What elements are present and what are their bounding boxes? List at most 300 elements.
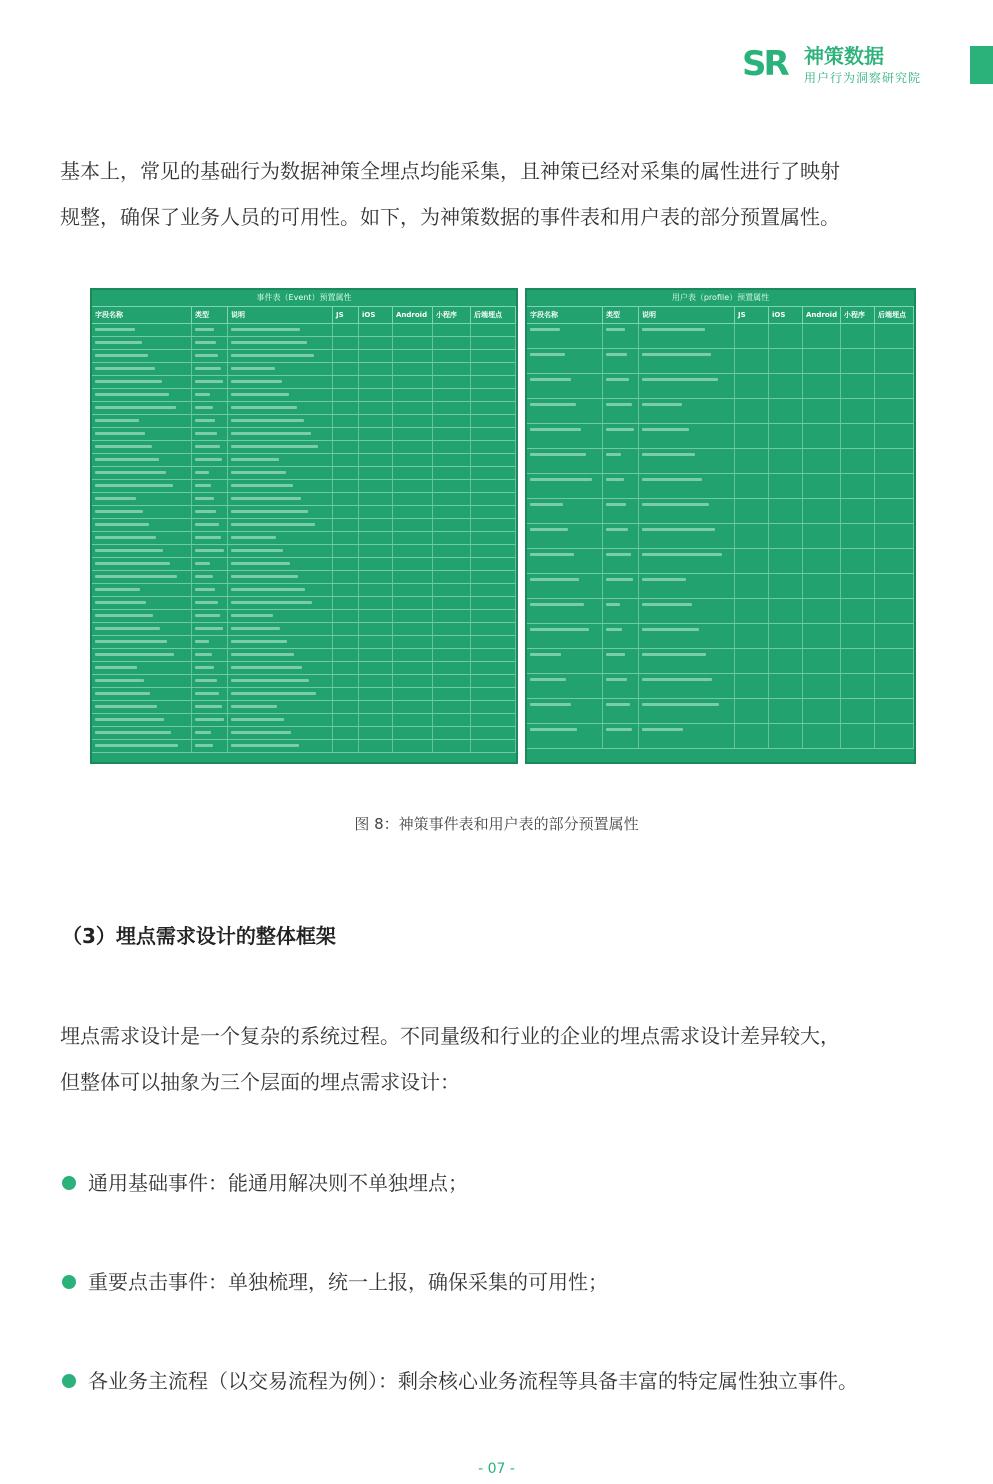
table-cell xyxy=(875,649,914,673)
section-paragraph xyxy=(60,1013,940,1105)
table-cell xyxy=(192,389,228,401)
table-cell xyxy=(192,701,228,713)
table-cell xyxy=(433,532,471,544)
table-cell xyxy=(92,337,192,349)
table-cell xyxy=(735,449,769,473)
table-cell xyxy=(603,324,639,348)
table-cell xyxy=(192,610,228,622)
table-cell xyxy=(333,571,359,583)
table-row xyxy=(527,699,914,724)
table-cell xyxy=(769,599,803,623)
event-table-image xyxy=(90,288,518,764)
table-cell xyxy=(333,428,359,440)
table-cell xyxy=(875,374,914,398)
logo-subtitle: 用户行为洞察研究院 xyxy=(804,71,922,85)
table-cell xyxy=(192,480,228,492)
table-row xyxy=(92,571,516,584)
table-cell xyxy=(639,449,735,473)
table-cell xyxy=(393,480,433,492)
table-cell xyxy=(192,402,228,414)
table-cell xyxy=(471,324,516,336)
table-cell xyxy=(471,727,516,739)
table-cell xyxy=(527,624,603,648)
table-cell xyxy=(803,474,841,498)
table-cell xyxy=(228,350,333,362)
table-cell xyxy=(527,524,603,548)
table-cell xyxy=(471,441,516,453)
table-row xyxy=(92,428,516,441)
table-cell xyxy=(359,480,393,492)
table-cell xyxy=(393,350,433,362)
table-row xyxy=(527,399,914,424)
table-cell xyxy=(333,402,359,414)
table-cell xyxy=(527,424,603,448)
table-cell xyxy=(603,374,639,398)
table-cell xyxy=(433,376,471,388)
table-cell xyxy=(92,662,192,674)
table-cell xyxy=(639,649,735,673)
table-cell xyxy=(393,363,433,375)
table-cell xyxy=(192,441,228,453)
table-cell xyxy=(228,558,333,570)
table-cell xyxy=(393,714,433,726)
table-cell xyxy=(527,699,603,723)
table-cell xyxy=(228,480,333,492)
table-cell xyxy=(359,597,393,609)
table-cell xyxy=(359,441,393,453)
table-cell xyxy=(228,727,333,739)
table-cell xyxy=(769,349,803,373)
bullet-dot-icon xyxy=(62,1176,76,1190)
table-cell xyxy=(192,363,228,375)
table-cell xyxy=(735,674,769,698)
table-cell xyxy=(471,337,516,349)
table-cell xyxy=(735,349,769,373)
table-cell xyxy=(803,449,841,473)
table-cell xyxy=(471,571,516,583)
table-cell xyxy=(333,480,359,492)
table-cell xyxy=(527,574,603,598)
table-cell xyxy=(841,649,875,673)
table-cell xyxy=(639,524,735,548)
event-col-type: 类型 xyxy=(192,307,228,323)
table-cell xyxy=(527,374,603,398)
table-cell xyxy=(433,584,471,596)
user-col-name: 字段名称 xyxy=(527,307,603,323)
table-cell xyxy=(433,337,471,349)
table-cell xyxy=(228,636,333,648)
table-cell xyxy=(527,649,603,673)
table-cell xyxy=(639,549,735,573)
table-cell xyxy=(192,519,228,531)
table-cell xyxy=(228,506,333,518)
table-cell xyxy=(393,467,433,479)
table-cell xyxy=(471,623,516,635)
table-cell xyxy=(875,599,914,623)
table-cell xyxy=(471,480,516,492)
table-cell xyxy=(735,574,769,598)
table-cell xyxy=(92,675,192,687)
table-cell xyxy=(359,415,393,427)
table-cell xyxy=(841,474,875,498)
table-cell xyxy=(333,662,359,674)
event-table-header xyxy=(92,307,516,324)
table-cell xyxy=(228,740,333,752)
table-cell xyxy=(433,636,471,648)
brand-logo xyxy=(742,44,952,90)
table-cell xyxy=(228,415,333,427)
user-col-desc: 说明 xyxy=(639,307,735,323)
table-row xyxy=(527,549,914,574)
table-cell xyxy=(471,506,516,518)
table-cell xyxy=(471,545,516,557)
table-cell xyxy=(527,674,603,698)
table-cell xyxy=(92,571,192,583)
table-cell xyxy=(471,675,516,687)
table-cell xyxy=(333,623,359,635)
table-cell xyxy=(433,467,471,479)
table-cell xyxy=(735,699,769,723)
table-row xyxy=(527,424,914,449)
table-cell xyxy=(92,428,192,440)
table-row xyxy=(527,624,914,649)
table-cell xyxy=(841,549,875,573)
table-cell xyxy=(393,636,433,648)
table-cell xyxy=(471,363,516,375)
table-cell xyxy=(527,324,603,348)
table-cell xyxy=(228,597,333,609)
event-col-miniprogram: 小程序 xyxy=(433,307,471,323)
table-cell xyxy=(803,424,841,448)
table-cell xyxy=(875,549,914,573)
table-cell xyxy=(92,636,192,648)
table-cell xyxy=(333,532,359,544)
table-cell xyxy=(769,574,803,598)
table-row xyxy=(92,454,516,467)
table-cell xyxy=(433,623,471,635)
table-cell xyxy=(92,532,192,544)
table-cell xyxy=(333,558,359,570)
logo-mark: SR xyxy=(742,44,787,84)
table-cell xyxy=(471,597,516,609)
table-cell xyxy=(359,662,393,674)
table-cell xyxy=(769,424,803,448)
event-table-title: 事件表（Event）预置属性 xyxy=(92,290,516,307)
table-cell xyxy=(471,701,516,713)
table-cell xyxy=(393,545,433,557)
table-cell xyxy=(639,574,735,598)
table-cell xyxy=(393,389,433,401)
table-row xyxy=(92,441,516,454)
table-cell xyxy=(333,415,359,427)
table-cell xyxy=(393,649,433,661)
table-row xyxy=(92,727,516,740)
table-cell xyxy=(92,714,192,726)
table-cell xyxy=(92,545,192,557)
table-cell xyxy=(803,624,841,648)
table-cell xyxy=(803,349,841,373)
table-cell xyxy=(393,506,433,518)
table-cell xyxy=(333,389,359,401)
table-row xyxy=(92,558,516,571)
table-cell xyxy=(333,545,359,557)
table-cell xyxy=(803,524,841,548)
table-cell xyxy=(769,474,803,498)
user-col-android: Android xyxy=(803,307,841,323)
table-cell xyxy=(359,714,393,726)
table-cell xyxy=(603,649,639,673)
table-cell xyxy=(228,324,333,336)
table-cell xyxy=(471,519,516,531)
bullet-dot-icon xyxy=(62,1275,76,1289)
table-cell xyxy=(393,324,433,336)
event-col-name: 字段名称 xyxy=(92,307,192,323)
table-cell xyxy=(92,493,192,505)
table-cell xyxy=(433,493,471,505)
table-cell xyxy=(92,454,192,466)
table-cell xyxy=(92,558,192,570)
table-cell xyxy=(735,724,769,748)
table-cell xyxy=(803,599,841,623)
user-col-miniprogram: 小程序 xyxy=(841,307,875,323)
table-cell xyxy=(192,415,228,427)
table-cell xyxy=(333,363,359,375)
table-cell xyxy=(92,597,192,609)
table-cell xyxy=(875,324,914,348)
table-cell xyxy=(769,724,803,748)
table-cell xyxy=(393,493,433,505)
table-cell xyxy=(471,428,516,440)
table-cell xyxy=(359,636,393,648)
table-cell xyxy=(603,474,639,498)
table-cell xyxy=(393,558,433,570)
table-cell xyxy=(603,699,639,723)
table-cell xyxy=(433,402,471,414)
table-cell xyxy=(527,449,603,473)
logo-name: 神策数据 xyxy=(804,44,884,68)
table-row xyxy=(527,374,914,399)
table-cell xyxy=(359,571,393,583)
table-cell xyxy=(333,441,359,453)
table-cell xyxy=(769,499,803,523)
table-cell xyxy=(359,506,393,518)
table-row xyxy=(92,714,516,727)
table-cell xyxy=(393,597,433,609)
table-cell xyxy=(333,506,359,518)
table-cell xyxy=(803,374,841,398)
table-cell xyxy=(92,740,192,752)
table-row xyxy=(92,389,516,402)
table-cell xyxy=(359,376,393,388)
table-cell xyxy=(92,727,192,739)
table-cell xyxy=(603,574,639,598)
table-cell xyxy=(333,493,359,505)
table-cell xyxy=(333,584,359,596)
table-cell xyxy=(803,724,841,748)
user-table-header xyxy=(527,307,914,324)
table-row xyxy=(527,724,914,749)
table-cell xyxy=(92,467,192,479)
table-cell xyxy=(359,324,393,336)
table-row xyxy=(527,599,914,624)
table-cell xyxy=(359,532,393,544)
table-cell xyxy=(875,474,914,498)
table-cell xyxy=(603,549,639,573)
table-cell xyxy=(433,454,471,466)
table-row xyxy=(527,524,914,549)
table-cell xyxy=(393,571,433,583)
table-cell xyxy=(603,599,639,623)
event-col-backend: 后端埋点 xyxy=(471,307,516,323)
table-cell xyxy=(333,675,359,687)
table-cell xyxy=(433,701,471,713)
table-cell xyxy=(192,350,228,362)
table-cell xyxy=(393,337,433,349)
table-cell xyxy=(359,493,393,505)
table-cell xyxy=(841,399,875,423)
table-cell xyxy=(433,675,471,687)
table-cell xyxy=(228,402,333,414)
table-cell xyxy=(192,740,228,752)
table-cell xyxy=(228,519,333,531)
table-cell xyxy=(92,623,192,635)
table-cell xyxy=(192,597,228,609)
table-cell xyxy=(359,454,393,466)
table-cell xyxy=(735,549,769,573)
table-cell xyxy=(639,349,735,373)
table-cell xyxy=(192,506,228,518)
table-cell xyxy=(92,415,192,427)
table-cell xyxy=(639,499,735,523)
table-cell xyxy=(359,519,393,531)
table-cell xyxy=(639,724,735,748)
table-cell xyxy=(333,714,359,726)
table-row xyxy=(92,740,516,753)
table-cell xyxy=(393,532,433,544)
table-cell xyxy=(228,532,333,544)
table-cell xyxy=(735,499,769,523)
table-cell xyxy=(769,374,803,398)
table-cell xyxy=(639,324,735,348)
table-cell xyxy=(228,441,333,453)
table-cell xyxy=(875,724,914,748)
table-row xyxy=(92,636,516,649)
table-cell xyxy=(192,428,228,440)
table-row xyxy=(92,506,516,519)
table-row xyxy=(92,649,516,662)
table-cell xyxy=(359,389,393,401)
table-cell xyxy=(841,624,875,648)
table-cell xyxy=(393,454,433,466)
table-cell xyxy=(92,701,192,713)
table-cell xyxy=(471,714,516,726)
table-cell xyxy=(359,701,393,713)
table-cell xyxy=(333,688,359,700)
table-cell xyxy=(393,519,433,531)
table-cell xyxy=(228,545,333,557)
table-cell xyxy=(769,324,803,348)
table-cell xyxy=(735,324,769,348)
table-cell xyxy=(192,623,228,635)
table-cell xyxy=(92,480,192,492)
table-cell xyxy=(192,376,228,388)
table-cell xyxy=(359,649,393,661)
table-cell xyxy=(333,636,359,648)
section-heading: （3）埋点需求设计的整体框架 xyxy=(62,924,336,948)
table-cell xyxy=(393,675,433,687)
table-row xyxy=(92,519,516,532)
table-row xyxy=(92,324,516,337)
table-cell xyxy=(803,324,841,348)
table-cell xyxy=(841,374,875,398)
table-cell xyxy=(228,337,333,349)
table-cell xyxy=(769,399,803,423)
table-row xyxy=(92,363,516,376)
table-cell xyxy=(393,688,433,700)
edge-accent-bar xyxy=(970,46,993,84)
table-cell xyxy=(333,649,359,661)
table-cell xyxy=(393,584,433,596)
table-cell xyxy=(333,597,359,609)
user-col-js: JS xyxy=(735,307,769,323)
table-cell xyxy=(433,350,471,362)
section-line-1: 埋点需求设计是一个复杂的系统过程。不同量级和行业的企业的埋点需求设计差异较大， xyxy=(60,1024,840,1048)
table-cell xyxy=(875,524,914,548)
table-cell xyxy=(769,524,803,548)
table-cell xyxy=(527,499,603,523)
table-cell xyxy=(735,424,769,448)
table-cell xyxy=(841,724,875,748)
table-cell xyxy=(875,399,914,423)
table-cell xyxy=(359,584,393,596)
bullet-text: 各业务主流程（以交易流程为例）：剩余核心业务流程等具备丰富的特定属性独立事件。 xyxy=(88,1369,858,1393)
table-cell xyxy=(471,350,516,362)
table-cell xyxy=(228,584,333,596)
table-cell xyxy=(228,688,333,700)
table-cell xyxy=(639,399,735,423)
table-cell xyxy=(639,474,735,498)
table-row xyxy=(527,349,914,374)
table-cell xyxy=(359,610,393,622)
table-cell xyxy=(192,584,228,596)
table-cell xyxy=(735,474,769,498)
table-row xyxy=(92,675,516,688)
table-cell xyxy=(841,699,875,723)
table-cell xyxy=(359,467,393,479)
table-cell xyxy=(639,674,735,698)
table-cell xyxy=(471,389,516,401)
table-cell xyxy=(192,649,228,661)
table-cell xyxy=(433,324,471,336)
table-cell xyxy=(603,449,639,473)
table-cell xyxy=(735,649,769,673)
table-cell xyxy=(875,499,914,523)
table-cell xyxy=(841,449,875,473)
table-cell xyxy=(228,714,333,726)
table-cell xyxy=(92,389,192,401)
table-row xyxy=(527,474,914,499)
table-row xyxy=(92,610,516,623)
table-cell xyxy=(393,623,433,635)
table-row xyxy=(527,499,914,524)
table-cell xyxy=(841,674,875,698)
table-cell xyxy=(769,674,803,698)
bullet-text: 重要点击事件：单独梳理，统一上报，确保采集的可用性； xyxy=(88,1270,608,1294)
table-cell xyxy=(333,454,359,466)
table-cell xyxy=(393,441,433,453)
table-cell xyxy=(769,624,803,648)
table-row xyxy=(527,649,914,674)
